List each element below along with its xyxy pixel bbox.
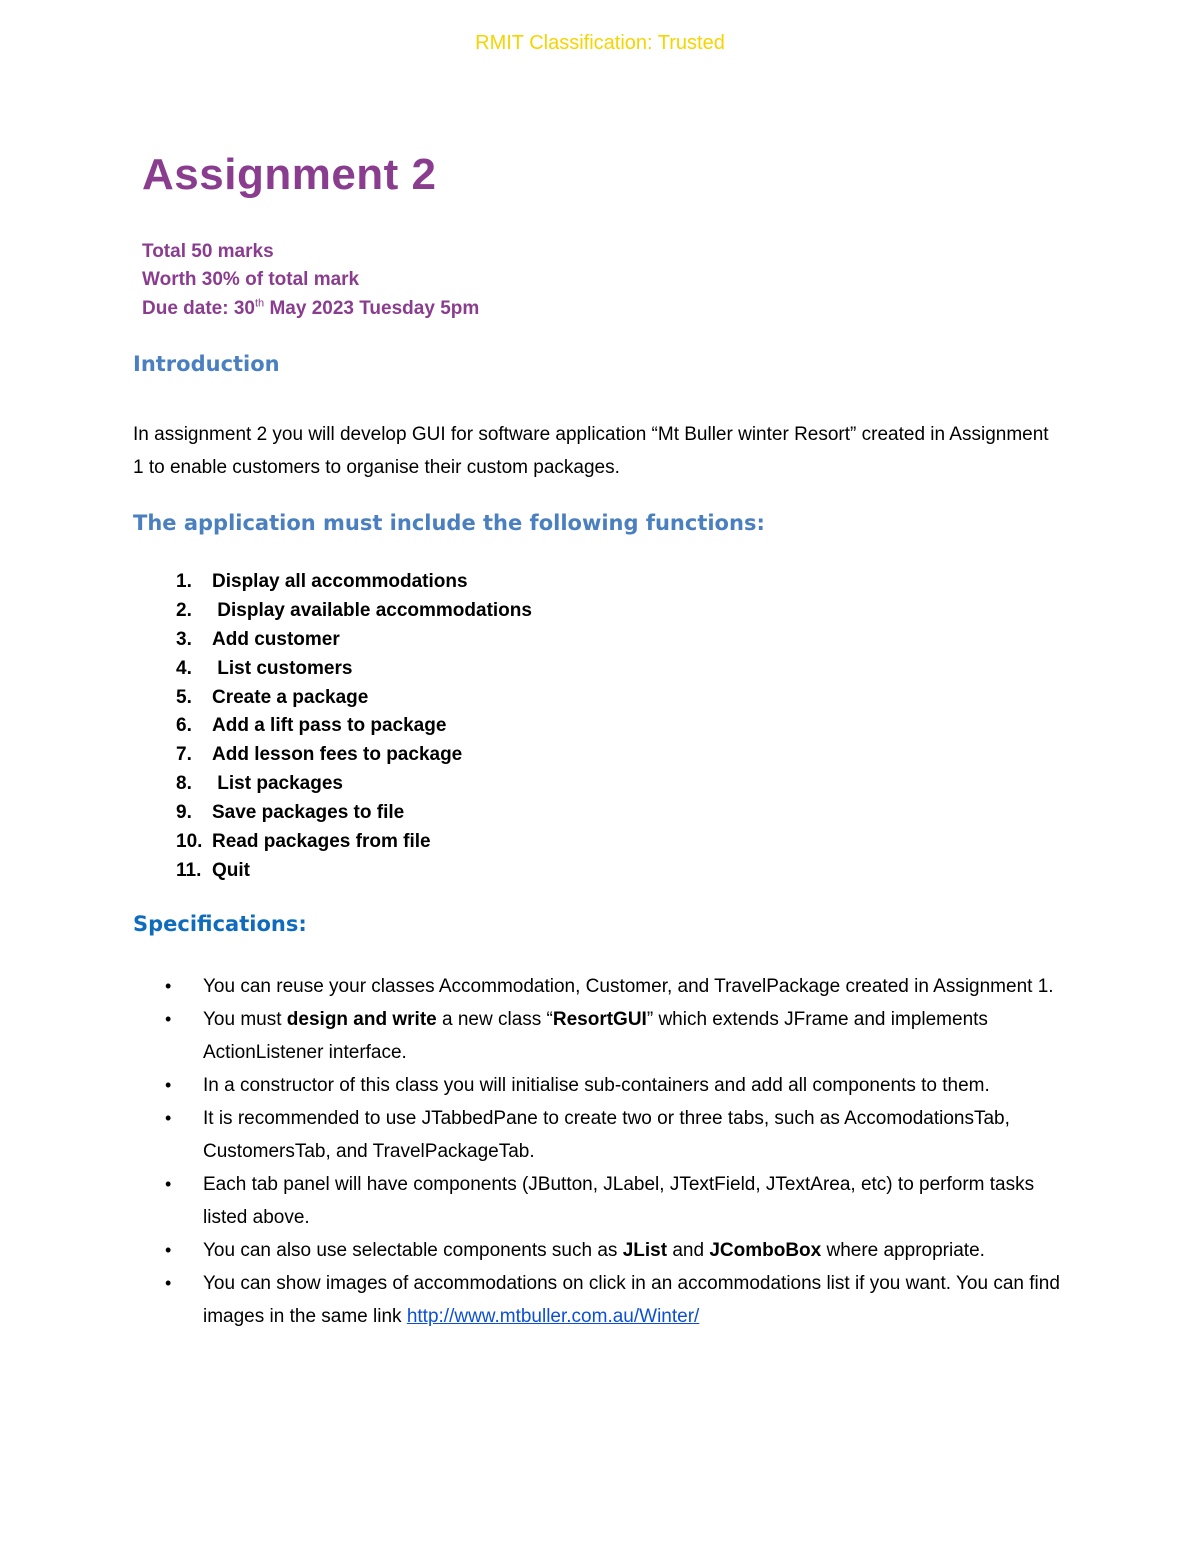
spec-item [165,970,1070,1003]
functions-heading: The application must include the following functions: [133,511,765,535]
spec-text: ” which extends JFrame and implements ActionListener interface. [203,1009,988,1063]
spec-text: where appropriate. [821,1240,985,1261]
function-label: Create a package [212,686,369,708]
specifications-heading: Specifications: [133,912,307,936]
function-label: List customers [212,657,353,679]
function-label: Display all accommodations [212,571,468,592]
bullet-icon: • [165,1174,172,1194]
function-item [176,568,532,597]
spec-item [165,1168,1070,1234]
spec-text: It is recommended to use JTabbedPane to create two or three tabs, such as AccomodationsTab, CustomersTab, and TravelPackageTab. [203,1108,1010,1162]
function-number: 4. [176,657,192,679]
function-number: 6. [176,715,192,737]
spec-text: Each tab panel will have components (JButton, JLabel, JTextField, JTextArea, etc) to perform tasks listed above. [203,1174,1035,1228]
function-number: 1. [176,571,192,592]
function-label: Quit [212,859,250,881]
classification-header: RMIT Classification: Trusted [475,32,725,54]
spec-item [165,1003,1070,1069]
function-label: Display available accommodations [212,599,532,621]
function-item [176,712,532,741]
function-number: 5. [176,686,192,708]
function-item [176,597,532,626]
spec-text: You must [203,1009,287,1030]
function-label: Add customer [212,628,340,650]
function-item [176,828,532,857]
function-number: 7. [176,744,192,766]
spec-text: and [667,1240,710,1261]
spec-text: In a constructor of this class you will initialise sub-containers and add all components to them. [203,1075,990,1096]
spec-emphasis: JComboBox [709,1240,822,1261]
function-label: Add lesson fees to package [212,744,463,766]
introduction-heading: Introduction [133,352,280,376]
bullet-icon: • [165,1273,172,1293]
function-number: 3. [176,628,192,650]
spec-text: You can also use selectable components such as [203,1240,623,1261]
function-item [176,770,532,799]
function-item [176,741,532,770]
function-item [176,655,532,684]
spec-emphasis: design and write [286,1009,437,1030]
introduction-paragraph: In assignment 2 you will develop GUI for software application “Mt Buller winter Resort” created in Assignment 1 to enable customers to organise their custom packages. [133,424,1049,478]
function-number: 11. [176,859,202,881]
due-date [142,298,479,320]
function-number: 2. [176,599,192,621]
bullet-icon: • [165,1108,172,1128]
function-item [176,857,532,886]
function-label: Add a lift pass to package [212,715,447,737]
spec-item [165,1069,1070,1102]
bullet-icon: • [165,976,172,996]
functions-list [176,568,532,886]
bullet-icon: • [165,1240,172,1260]
spec-text: a new class “ [436,1009,553,1030]
spec-emphasis: JList [622,1240,668,1261]
spec-item [165,1234,1070,1267]
function-item [176,799,532,828]
due-date-superscript: th [254,297,265,310]
due-date-suffix: May 2023 Tuesday 5pm [264,298,480,319]
worth-percentage: Worth 30% of total mark [142,269,360,290]
function-label: Save packages to file [212,802,405,824]
due-date-prefix: Due date: 30 [142,298,255,319]
function-number: 10. [176,831,203,853]
total-marks: Total 50 marks [142,241,274,262]
mtbuller-link[interactable]: http://www.mtbuller.com.au/Winter/ [406,1306,700,1327]
spec-item [165,1267,1070,1333]
spec-text: You can show images of accommodations on click in an accommodations list if you want. You can find images in the same link [203,1273,1060,1327]
function-number: 9. [176,802,192,824]
spec-text: You can reuse your classes Accommodation, Customer, and TravelPackage created in Assignment 1. [203,976,1054,997]
bullet-icon: • [165,1009,172,1029]
function-item [176,626,532,655]
spec-class-name: ResortGUI [552,1009,647,1030]
specifications-list [165,970,1070,1333]
function-number: 8. [176,773,192,795]
function-label: List packages [212,773,343,795]
function-item [176,684,532,713]
spec-item [165,1102,1070,1168]
page-title: Assignment 2 [142,150,437,199]
function-label: Read packages from file [212,831,431,853]
bullet-icon: • [165,1075,172,1095]
